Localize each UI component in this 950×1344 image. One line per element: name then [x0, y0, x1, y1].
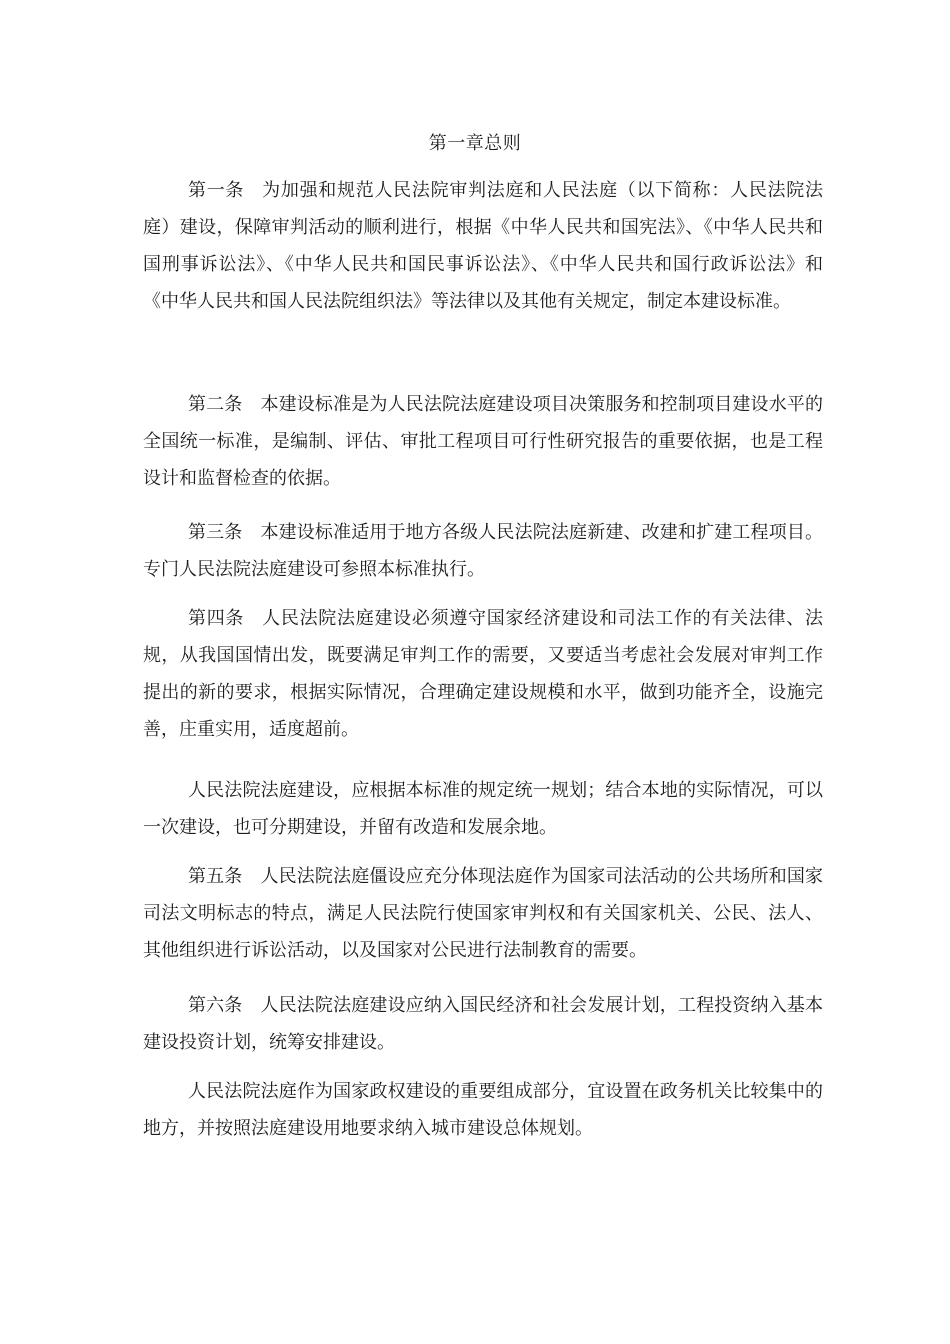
- paragraph-text: 人民法院法庭作为国家政权建设的重要组成部分，宜设置在政务机关比较集中的地方，并按照法庭建设用地要求纳入城市建设总体规划。: [143, 1081, 823, 1139]
- article-text: 本建设标准是为人民法院法庭建设项目决策服务和控制项目建设水平的全国统一标准，是编制、评估、审批工程项目可行性研究报告的重要依据，也是工程设计和监督检查的依据。: [143, 394, 824, 489]
- article-label: 第二条: [188, 394, 243, 415]
- article-label: 第四条: [188, 608, 245, 629]
- article-4-continuation-paragraph: [143, 772, 823, 846]
- article-2-paragraph: [143, 386, 823, 497]
- article-text: 人民法院法庭僵设应充分体现法庭作为国家司法活动的公共场所和国家司法文明标志的特点，满足人民法院行使国家审判权和有关国家机关、公民、法人、其他组织进行诉讼活动，以及国家对公民进行法制教育的需要。: [143, 866, 824, 961]
- paragraph-text: 人民法院法庭建设，应根据本标准的规定统一规划；结合本地的实际情况，可以一次建设，也可分期建设，并留有改造和发展余地。: [143, 780, 823, 838]
- article-4-paragraph: [143, 600, 823, 748]
- article-6-continuation-paragraph: [143, 1073, 823, 1147]
- article-6-paragraph: [143, 987, 823, 1061]
- article-5-paragraph: [143, 858, 823, 969]
- article-3-paragraph: [143, 514, 823, 588]
- article-text: 人民法院法庭建设必须遵守国家经济建设和司法工作的有关法律、法规，从我国国情出发，既要满足审判工作的需要，又要适当考虑社会发展对审判工作提出的新的要求，根据实际情况，合理确定建设规模和水平，做到功能齐全，设施完善，庄重实用，适度超前。: [143, 608, 823, 740]
- article-label: 第六条: [188, 995, 243, 1016]
- article-1-paragraph: [143, 172, 823, 320]
- article-label: 第三条: [188, 522, 243, 543]
- article-label: 第一条: [188, 180, 245, 201]
- chapter-title: 第一章总则: [428, 133, 522, 154]
- article-label: 第五条: [188, 866, 243, 887]
- article-text: 人民法院法庭建设应纳入国民经济和社会发展计划，工程投资纳入基本建设投资计划，统筹安排建设。: [143, 995, 824, 1053]
- article-text: 本建设标准适用于地方各级人民法院法庭新建、改建和扩建工程项目。专门人民法院法庭建设可参照本标准执行。: [143, 522, 824, 580]
- article-text: 为加强和规范人民法院审判法庭和人民法庭（以下简称：人民法院法庭）建设，保障审判活动的顺利进行，根据《中华人民共和国宪法》、《中华人民共和国刑事诉讼法》、《中华人民共和国民事诉讼法》、《中华人民共和国行政诉讼法》和《中华人民共和国人民法院组织法》等法律以及其他有关规定，制定本建设标准。: [143, 180, 823, 312]
